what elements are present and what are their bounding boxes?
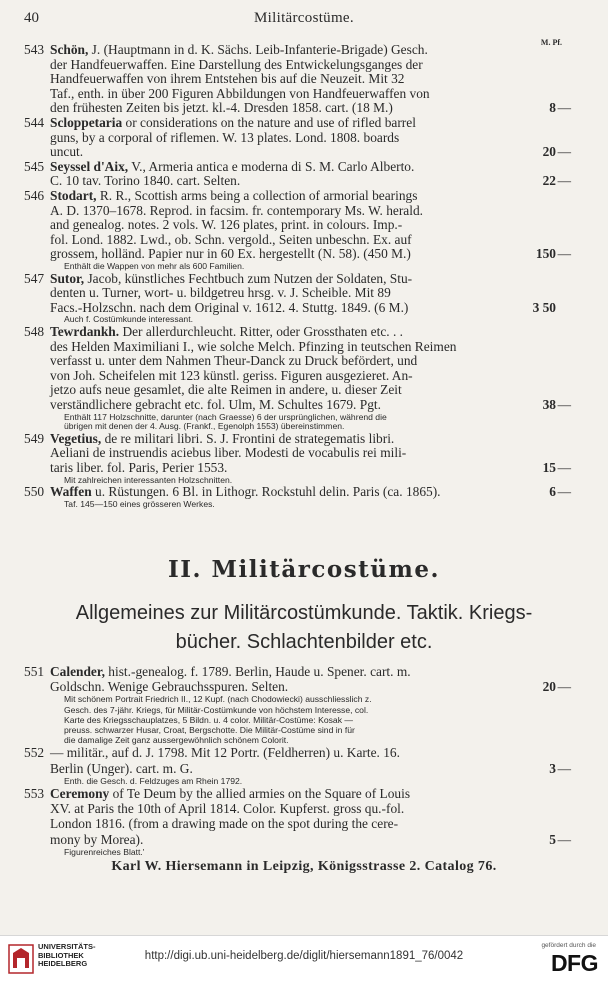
entry-text: verfasst u. unter dem Nahmen Theur-Danck zu Druck befördert, und — [50, 353, 418, 369]
entry-line — [50, 745, 544, 761]
entry-price-dash: — — [557, 679, 571, 695]
entry-heading-word: Waffen — [50, 484, 92, 500]
entry-text: Berlin (Unger). cart. m. G. — [50, 760, 193, 776]
entry-heading-word: Scloppetaria — [50, 115, 123, 130]
entry-price-dash: — — [557, 173, 571, 189]
entry-text: A. D. 1370–1678. Reprod. in facsim. fr. contemporary Ms. W. herald. — [50, 202, 424, 218]
entry-text: denten u. Turner, wort- u. bildgetreu hrsg. v. J. Scheible. Mit 89 — [50, 285, 391, 301]
entry-text: Facs.-Holzschn. nach dem Original v. 1612. 4. Stuttg. 1849. (6 M.) — [50, 299, 409, 315]
entry-price: 15 — [542, 460, 556, 475]
entry-line — [50, 382, 544, 398]
section-subtitle-line2: bücher. Schlachtenbilder etc. — [175, 631, 433, 653]
entry-line — [50, 832, 490, 848]
entry-line — [50, 353, 544, 369]
entry-line — [50, 801, 544, 817]
entry-line — [50, 144, 490, 160]
entry-text: London 1816. (from a drawing made on the spot during the cere- — [50, 816, 399, 832]
entry-line — [50, 397, 490, 413]
page-number: 40 — [24, 10, 39, 26]
entry-text: of Te Deum by the allied armies on the Square of Louis — [109, 786, 411, 801]
entry-heading-word: Calender, — [50, 664, 105, 679]
entry-line — [50, 445, 544, 461]
entry-price-dash: — — [557, 484, 571, 500]
entry-text: u. Rüstungen. 6 Bl. in Lithogr. Rockstuhl delin. Paris (ca. 1865). — [91, 484, 441, 500]
entry-text: grossem, holländ. Papier nur in 60 Ex. hergestellt (N. 58). (450 M.) — [50, 246, 411, 262]
entry-line — [50, 285, 544, 301]
entry-text: des Helden Maximiliani I., wie solche Melch. Pfinzing in teutschen Reimen — [50, 338, 457, 354]
entry-price: 38 — [542, 397, 556, 412]
entry-number: 550 — [24, 484, 45, 500]
entry-line — [50, 86, 544, 102]
entry-number: 545 — [24, 158, 45, 174]
entry-text: hist.-genealog. f. 1789. Berlin, Haude u. Spener. cart. m. — [104, 664, 411, 679]
entry-price-dash: — — [557, 460, 571, 475]
entry-line — [50, 368, 544, 384]
entry-text: — militär., auf d. J. 1798. Mit 12 Portr. (Feldherren) u. Karte. 16. — [50, 745, 400, 761]
entry-heading-word: Ceremony — [50, 786, 110, 801]
entry-text: verständlichere gebracht etc. fol. Ulm, M. Schultes 1679. Pgt. — [50, 397, 381, 412]
entry-text: jetzo aufs neue gesamlet, die alte Reimen in andere, u. dieser Zeit — [50, 382, 402, 398]
entry-price: 3 50 — [532, 299, 556, 315]
dfg-logo[interactable]: DFG — [550, 950, 598, 976]
library-line2: BIBLIOTHEK — [38, 950, 84, 960]
entry-line — [50, 57, 544, 73]
entry-price: 6 — [549, 484, 556, 500]
entry-line — [50, 188, 544, 204]
entry-note: Enthält 117 Holzschnitte, darunter (nach Graesse) 6 der ursprünglichen, während die — [64, 411, 387, 422]
entry-note: Enth. die Gesch. d. Feldzuges am Rhein 1792. — [64, 775, 243, 786]
entry-note: Taf. 145—150 eines grösseren Werkes. — [64, 498, 215, 509]
section-subtitle-line1: Allgemeines zur Militärcostümkunde. Taktik. Kriegs- — [75, 602, 533, 624]
entry-note: preuss. schwarzer Husar, Croat, Bergschotte. Die Militär-Costüme sind in für — [64, 725, 355, 735]
entry-text: Handfeuerwaffen von ihrem Entstehen bis auf die Neuzeit. Mit 32 — [50, 71, 405, 87]
entry-text: Der allerdurchleucht. Ritter, oder Grossthaten etc. . . — [119, 324, 404, 339]
entry-note: Mit schönem Portrait Friedrich II., 12 Kupf. (nach Chodowiecki) ausschliesslich z. — [64, 694, 372, 705]
entry-price-dash: — — [557, 246, 571, 262]
entry-heading-word: Seyssel d'Aix, — [50, 158, 129, 174]
entry-price: 5 — [549, 831, 556, 847]
entry-text: der Handfeuerwaffen. Eine Darstellung des Entwickelungsganges der — [50, 56, 423, 72]
entry-text: and genealog. notes. 2 vols. W. 126 plates, print. in colours. Imp.- — [50, 217, 403, 233]
entry-text: guns, by a corporal of riflemen. W. 13 plates. Lond. 1808. boards — [50, 129, 400, 145]
entry-line — [50, 246, 490, 262]
entry-line — [50, 431, 544, 447]
entry-line — [50, 324, 544, 340]
entry-line — [50, 761, 490, 777]
entry-line — [50, 203, 544, 219]
entry-price: 22 — [542, 173, 556, 189]
entry-text: V., Armeria antica e moderna di S. M. Carlo Alberto. — [128, 158, 415, 174]
permalink-url[interactable]: http://digi.ub.uni-heidelberg.de/diglit/hiersemann1891_76/0042 — [144, 950, 464, 962]
entry-heading-word: Schön, — [50, 42, 89, 57]
entry-text: R. R., Scottish arms being a collection of armorial bearings — [96, 188, 418, 203]
entry-number: 552 — [24, 745, 45, 761]
entry-line — [50, 460, 490, 476]
entry-number: 549 — [24, 430, 45, 446]
entry-price: 8 — [549, 100, 556, 116]
entry-line — [50, 173, 490, 189]
entry-heading-word: Sutor, — [50, 270, 85, 286]
entry-number: 547 — [24, 270, 45, 286]
library-line3: HEIDELBERG — [38, 959, 88, 968]
entry-text: C. 10 tav. Torino 1840. cart. Selten. — [50, 173, 241, 189]
entry-heading-word: Vegetius, — [50, 430, 102, 446]
entry-note: Enthält die Wappen von mehr als 600 Familien. — [64, 261, 245, 271]
entry-price: 20 — [542, 144, 556, 160]
entry-price: 150 — [535, 246, 556, 262]
entry-line — [50, 664, 544, 680]
entry-note: die damalige Zeit ganz aussergewöhnlich schönem Colorit. — [64, 735, 289, 746]
entry-number: 543 — [24, 42, 45, 57]
entry-note: Auch f. Costümkunde interessant. — [64, 314, 193, 325]
entry-price: 20 — [542, 679, 556, 695]
entry-text: taris liber. fol. Paris, Perier 1553. — [50, 460, 228, 475]
section-title: II. Militärcostüme. — [168, 556, 440, 583]
entry-line — [50, 217, 544, 233]
entry-text: den frühesten Zeiten bis jetzt. kl.-4. Dresden 1858. cart. (18 M.) — [50, 100, 393, 116]
entry-price-dash: — — [557, 397, 571, 412]
entry-number: 553 — [24, 786, 45, 801]
column-heading: M. Pf. — [540, 38, 562, 47]
entry-price: 3 — [549, 760, 556, 776]
entry-text: Jacob, künstliches Fechtbuch zum Nutzen der Soldaten, Stu- — [84, 270, 413, 286]
entry-number: 548 — [24, 324, 45, 339]
entry-line — [50, 42, 544, 58]
entry-note: Figurenreiches Blatt.' — [64, 846, 145, 857]
entry-line — [50, 484, 490, 500]
entry-note: übrigen mit denen der 4. Ausg. (Frankf., Egenolph 1553) übereinstimmen. — [64, 421, 345, 432]
entry-line — [50, 786, 544, 802]
entry-line — [50, 300, 490, 316]
entry-price-dash: — — [557, 760, 571, 776]
entry-heading-word: Stodart, — [50, 188, 97, 203]
entry-line — [50, 339, 544, 355]
entry-line — [50, 816, 544, 832]
entry-text: Aeliani de instruendis aciebus liber. Modesti de vocabulis rei mili- — [50, 445, 407, 461]
entry-number: 551 — [24, 664, 45, 679]
entry-price-dash: — — [557, 831, 571, 847]
running-head: Militärcostüme. — [254, 10, 354, 26]
entry-text: mony by Morea). — [50, 831, 144, 847]
entry-line — [50, 159, 544, 175]
entry-number: 544 — [24, 115, 45, 130]
entry-line — [50, 679, 490, 695]
entry-number: 546 — [24, 188, 45, 203]
entry-line — [50, 71, 544, 87]
entry-text: fol. Lond. 1882. Lwd., ob. Schn. vergold., Seiten unbeschn. Ex. auf — [50, 231, 412, 247]
entry-heading-word: Tewrdankh. — [50, 324, 120, 339]
entry-text: Goldschn. Wenige Gebrauchsspuren. Selten. — [50, 679, 289, 695]
entry-text: J. (Hauptmann in d. K. Sächs. Leib-Infanterie-Brigade) Gesch. — [88, 42, 428, 57]
entry-line — [50, 232, 544, 248]
library-line1: UNIVERSITÄTS- — [38, 942, 96, 951]
entry-text: von Joh. Scheifelen mit 123 künstl. geriss. Figuren ausgezieret. An- — [50, 367, 413, 383]
entry-price-dash: — — [557, 144, 571, 160]
entry-text: uncut. — [50, 144, 84, 160]
entry-text: or considerations on the nature and use of rifled barrel — [122, 115, 416, 130]
funded-by-label: gefördert durch die — [541, 942, 596, 949]
entry-line — [50, 100, 490, 116]
viewer-bar — [0, 935, 608, 982]
entry-note: Gesch. des 7-jähr. Kriegs, für Militär-Costümkunde von höchstem Interesse, col. — [64, 704, 369, 715]
entry-note: Karte des Kriegsschauplatzes, 5 Bildn. u. 4 color. Militär-Costüme: Kosak — — [64, 714, 353, 725]
entry-text: Taf., enth. in über 200 Figuren Abbildungen von Handfeuerwaffen von — [50, 85, 430, 101]
entry-text: XV. at Paris the 10th of April 1814. Color. Kupferst. gross qu.-fol. — [50, 801, 405, 817]
entry-note: Mit zahlreichen interessanten Holzschnitten. — [64, 474, 233, 485]
entry-line — [50, 130, 544, 146]
entry-text: de re militari libri. S. J. Frontini de strategematis libri. — [101, 430, 395, 446]
entry-price-dash: — — [557, 100, 571, 116]
publisher-footer: Karl W. Hiersemann in Leipzig, Königsstrasse 2. Catalog 76. — [111, 859, 497, 874]
entry-line — [50, 115, 544, 131]
entry-line — [50, 271, 544, 287]
